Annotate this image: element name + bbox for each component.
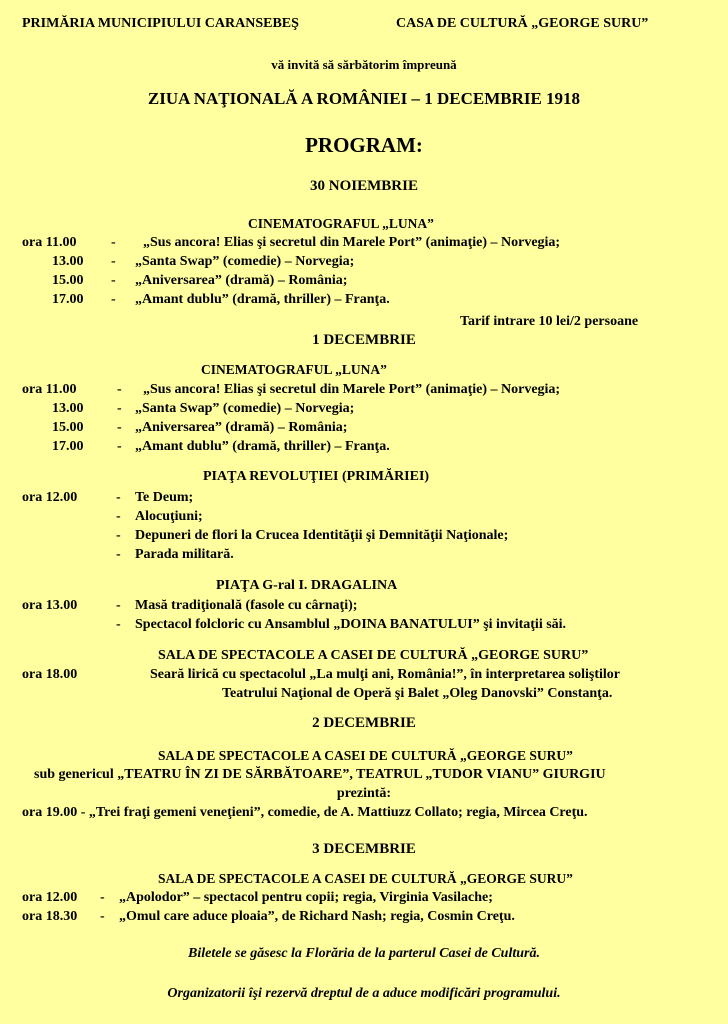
schedule-time: 15.00 [52,273,84,288]
schedule-dash: - [116,490,121,505]
schedule-time: ora 11.00 [22,382,77,397]
page-title: ZIUA NAŢIONALĂ A ROMÂNIEI – 1 DECEMBRIE 1918 [147,89,581,108]
schedule-item: „Omul care aduce ploaia”, de Richard Nash; regia, Cosmin Creţu. [119,909,515,924]
schedule-item: Te Deum; [135,490,194,505]
date-2-decembrie: 2 DECEMBRIE [312,715,416,731]
schedule-dash: - [116,528,121,543]
venue-cinema-luna-1: CINEMATOGRAFUL „LUNA” [201,362,387,377]
organizer-left: PRIMĂRIA MUNICIPIULUI CARANSEBEŞ [22,16,299,31]
schedule-time: 17.00 [52,439,84,454]
schedule-dash: - [116,509,121,524]
schedule-time: 13.00 [52,254,84,269]
tickets-note: Biletele se găsesc la Florăria de la parterul Casei de Cultură. [188,946,540,961]
schedule-item: „Aniversarea” (dramă) – România; [135,420,348,435]
schedule-time: ora 12.00 [22,490,78,505]
date-3-decembrie: 3 DECEMBRIE [312,841,416,857]
schedule-dash: - [117,420,122,435]
schedule-time: 15.00 [52,420,84,435]
venue-sala-spectacole: SALA DE SPECTACOLE A CASEI DE CULTURĂ „GEORGE SURU” [158,748,573,763]
venue-sala-spectacole: SALA DE SPECTACOLE A CASEI DE CULTURĂ „GEORGE SURU” [158,648,589,663]
venue-piata-revolutiei: PIAŢA REVOLUŢIEI (PRIMĂRIEI) [203,469,430,484]
schedule-dash: - [116,547,121,562]
date-30-noiembrie: 30 NOIEMBRIE [310,178,418,194]
schedule-item: Depuneri de flori la Crucea Identităţii şi Demnităţii Naţionale; [135,528,509,543]
schedule-item: „Sus ancora! Elias şi secretul din Marele Port” (animaţie) – Norvegia; [143,382,561,397]
schedule-dash: - [116,598,121,613]
schedule-item: Seară lirică cu spectacolul „La mulţi ani, România!”, în interpretarea soliştilor [150,667,620,682]
venue-cinema-luna-30: CINEMATOGRAFUL „LUNA” [248,216,434,231]
schedule-time: ora 11.00 [22,235,77,250]
schedule-dash: - [117,439,122,454]
schedule-item: Alocuţiuni; [135,509,203,524]
organizer-right: CASA DE CULTURĂ „GEORGE SURU” [396,16,649,31]
schedule-dash: - [100,890,105,905]
prezinta-label: prezintă: [336,786,392,801]
schedule-dash: - [100,909,105,924]
schedule-dash: - [117,382,122,397]
schedule-item: „Sus ancora! Elias şi secretul din Marele Port” (animaţie) – Norvegia; [143,235,561,250]
schedule-dash: - [111,254,116,269]
schedule-item: „Santa Swap” (comedie) – Norvegia; [135,401,355,416]
schedule-item: „Apolodor” – spectacol pentru copii; regia, Virginia Vasilache; [119,890,493,905]
venue-sala-spectacole: SALA DE SPECTACOLE A CASEI DE CULTURĂ „GEORGE SURU” [158,871,573,886]
program-heading: PROGRAM: [305,133,423,157]
schedule-dash: - [111,273,116,288]
invite-text: vă invită să sărbătorim împreună [271,57,457,72]
schedule-item: „Amant dublu” (dramă, thriller) – Franţa. [135,439,390,454]
organizers-notice: Organizatorii îşi rezervă dreptul de a aduce modificări programului. [167,986,561,1001]
theatre-generic: sub genericul „TEATRU ÎN ZI DE SĂRBĂTOARE”, TEATRUL „TUDOR VIANU” GIURGIU [34,767,606,782]
schedule-item: „Aniversarea” (dramă) – România; [135,273,348,288]
schedule-time: 17.00 [52,292,84,307]
schedule-dash: - [111,235,116,250]
schedule-item: ora 19.00 - „Trei fraţi gemeni veneţieni”, comedie, de A. Mattiuzz Collato; regia, Mircea Creţu. [22,805,588,820]
schedule-time: ora 12.00 [22,890,78,905]
schedule-dash: - [117,401,122,416]
schedule-item: Spectacol folcloric cu Ansamblul „DOINA BANATULUI” şi invitaţii săi. [135,617,567,632]
date-1-decembrie: 1 DECEMBRIE [312,332,416,348]
schedule-time: ora 13.00 [22,598,78,613]
venue-piata-dragalina: PIAŢA G-ral I. DRAGALINA [216,578,398,593]
schedule-item: „Santa Swap” (comedie) – Norvegia; [135,254,355,269]
schedule-item: Parada militară. [135,547,234,562]
schedule-item: Masă tradiţională (fasole cu cârnaţi); [135,598,358,613]
schedule-time: ora 18.30 [22,909,78,924]
schedule-dash: - [111,292,116,307]
schedule-time: ora 18.00 [22,667,78,682]
schedule-item: Teatrului Naţional de Operă şi Balet „Oleg Danovski” Constanţa. [222,686,613,701]
schedule-item: „Amant dublu” (dramă, thriller) – Franţa. [135,292,390,307]
tariff-note: Tarif intrare 10 lei/2 persoane [460,314,639,329]
schedule-time: 13.00 [52,401,84,416]
schedule-dash: - [116,617,121,632]
